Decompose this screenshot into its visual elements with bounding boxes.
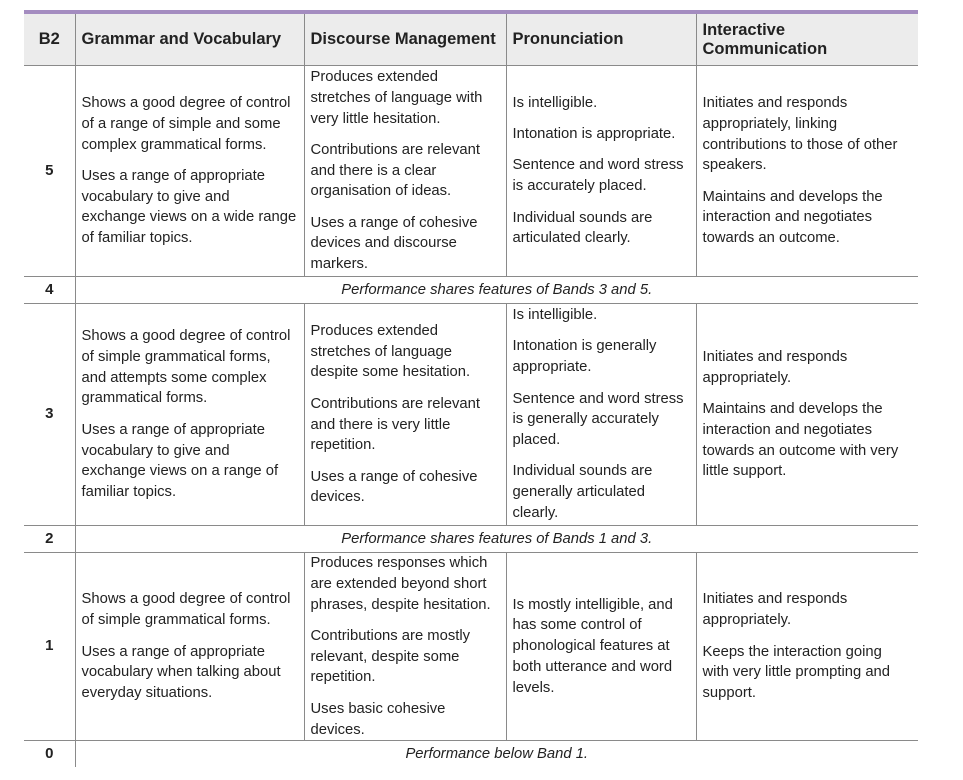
grammar-cell — [75, 304, 304, 526]
band-3-row — [24, 304, 918, 526]
descriptor: Contributions are mostly relevant, despite some repetition. — [310, 627, 471, 686]
header-band: B2 — [24, 14, 75, 66]
grammar-cell — [75, 553, 304, 741]
header-pronunciation: Pronunciation — [506, 14, 696, 66]
descriptor: Uses basic cohesive devices. — [310, 700, 446, 738]
descriptor: Uses a range of appropriate vocabulary when talking about everyday situations. — [81, 643, 281, 702]
descriptor: Uses a range of cohesive devices. — [310, 468, 478, 506]
descriptor: Uses a range of appropriate vocabulary to give and exchange views on a wide range of familiar topics. — [81, 167, 297, 247]
descriptor: Initiates and responds appropriately. — [702, 591, 848, 629]
descriptor: Intonation is appropriate. — [512, 126, 676, 143]
shares-features-text: Performance shares features of Bands 3 and 5. — [75, 277, 918, 304]
descriptor: Keeps the interaction going with very little prompting and support. — [702, 643, 891, 702]
table-header-row — [24, 14, 918, 66]
interactive-cell — [696, 553, 918, 741]
header-grammar: Grammar and Vocabulary — [75, 14, 304, 66]
descriptor: Sentence and word stress is accurately placed. — [512, 157, 684, 195]
descriptor: Uses a range of appropriate vocabulary to give and exchange views on a range of familiar topics. — [81, 421, 279, 501]
discourse-cell — [304, 66, 506, 277]
pronunciation-cell — [506, 553, 696, 741]
descriptor: Is mostly intelligible, and has some control of phonological features at both utterance and word levels. — [512, 596, 673, 696]
descriptor: Uses a range of cohesive devices and discourse markers. — [310, 214, 478, 273]
band-label: 1 — [24, 553, 75, 741]
descriptor: Contributions are relevant and there is very little repetition. — [310, 395, 480, 454]
descriptor: Sentence and word stress is generally accurately placed. — [512, 390, 684, 449]
descriptor: Produces extended stretches of language despite some hesitation. — [310, 322, 471, 381]
header-interactive: Interactive Communication — [696, 14, 918, 66]
discourse-cell — [304, 304, 506, 526]
grammar-cell — [75, 66, 304, 277]
band-label: 4 — [24, 277, 75, 304]
band-label: 2 — [24, 526, 75, 553]
band-1-row — [24, 553, 918, 741]
band-label: 3 — [24, 304, 75, 526]
descriptor: Produces responses which are extended beyond short phrases, despite hesitation. — [310, 555, 491, 613]
band-5-row — [24, 66, 918, 277]
descriptor: Initiates and responds appropriately, linking contributions to those of other speakers. — [702, 94, 898, 174]
descriptor: Shows a good degree of control of a range of simple and some complex grammatical forms. — [81, 94, 291, 153]
band-label: 5 — [24, 66, 75, 277]
pronunciation-cell — [506, 304, 696, 526]
assessment-scale-table — [24, 14, 918, 767]
header-discourse: Discourse Management — [304, 14, 506, 66]
interactive-cell — [696, 304, 918, 526]
pronunciation-cell — [506, 66, 696, 277]
descriptor: Maintains and develops the interaction and negotiates towards an outcome. — [702, 188, 883, 247]
descriptor: Is intelligible. — [512, 307, 598, 324]
band-4-row — [24, 277, 918, 304]
descriptor: Maintains and develops the interaction and negotiates towards an outcome with very little support. — [702, 400, 899, 480]
discourse-cell — [304, 553, 506, 741]
descriptor: Intonation is generally appropriate. — [512, 338, 657, 376]
performance-below-text: Performance below Band 1. — [75, 741, 918, 768]
descriptor: Produces extended stretches of language with very little hesitation. — [310, 68, 483, 127]
band-label: 0 — [45, 744, 54, 762]
descriptor: Contributions are relevant and there is a clear organisation of ideas. — [310, 141, 480, 200]
descriptor: Shows a good degree of control of simple grammatical forms. — [81, 591, 291, 629]
descriptor: Individual sounds are generally articulated clearly. — [512, 463, 653, 522]
band-0-row — [24, 741, 918, 768]
descriptor: Is intelligible. — [512, 94, 598, 111]
descriptor: Shows a good degree of control of simple grammatical forms, and attempts some complex grammatical forms. — [81, 328, 291, 407]
shares-features-text: Performance shares features of Bands 1 and 3. — [75, 526, 918, 553]
descriptor: Initiates and responds appropriately. — [702, 348, 848, 386]
band-2-row — [24, 526, 918, 553]
interactive-cell — [696, 66, 918, 277]
descriptor: Individual sounds are articulated clearly. — [512, 209, 653, 247]
